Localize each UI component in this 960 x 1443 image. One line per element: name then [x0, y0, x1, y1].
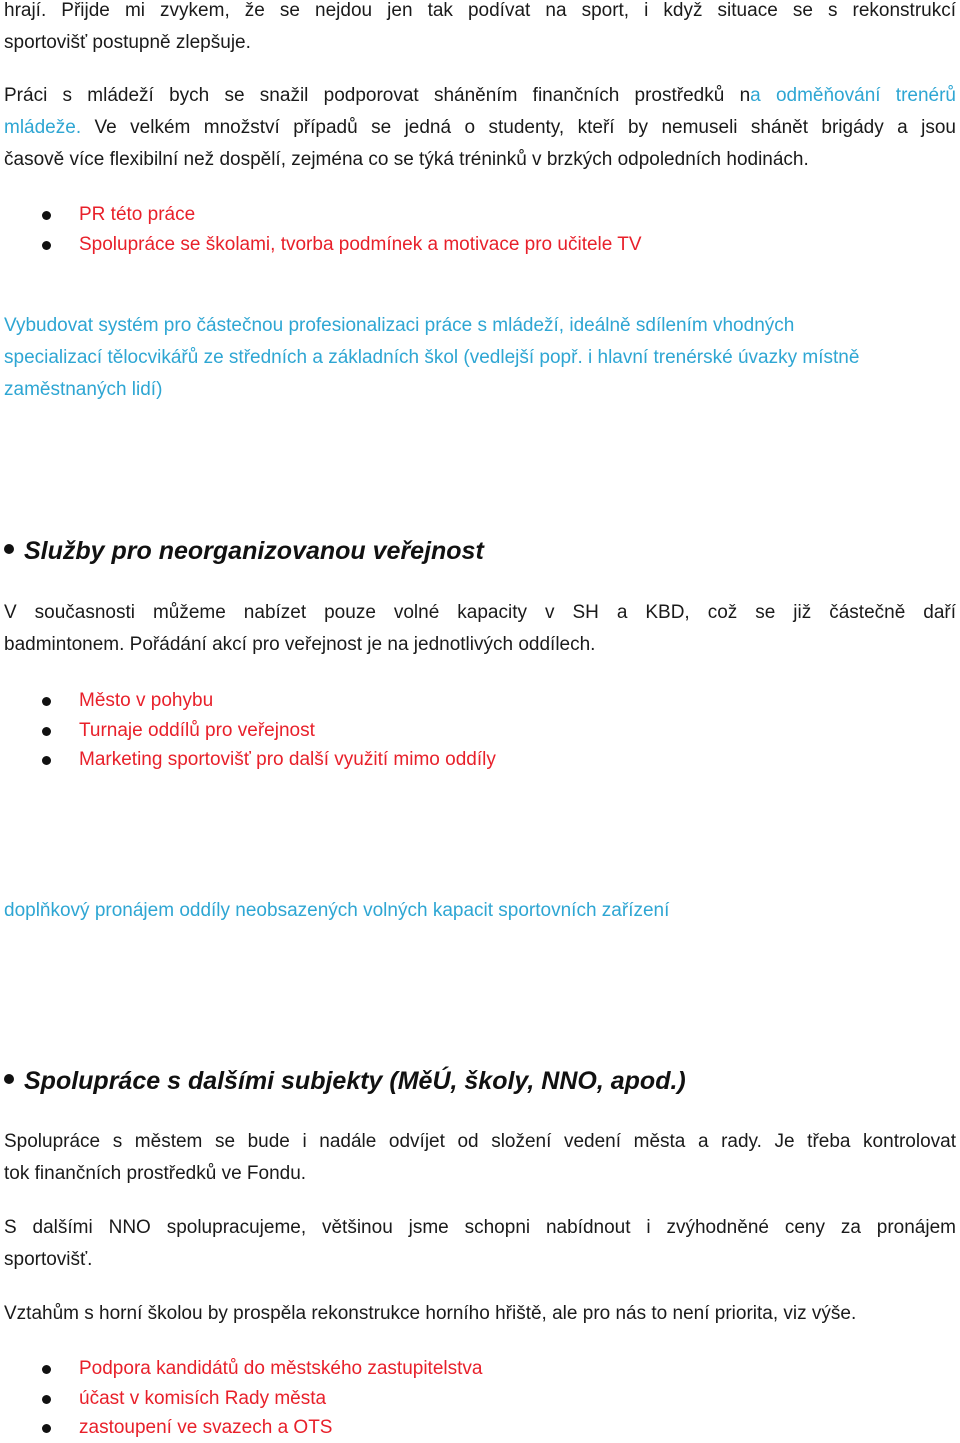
- paragraph-youth-work-cont: [4, 144, 956, 176]
- list-item: [4, 745, 496, 775]
- text-line: badmintonem. Pořádání akcí pro veřejnost je na jednotlivých oddílech.: [4, 634, 596, 655]
- list-item-label: zastoupení ve svazech a OTS: [79, 1417, 333, 1438]
- text-line: S dalšími NNO spolupracujeme, většinou jsme schopni nabídnout i zvýhodněné ceny za pronájem: [4, 1217, 956, 1238]
- bullet-icon: [42, 1365, 51, 1374]
- paragraph-city-cooperation: [4, 1126, 956, 1190]
- text-line: zaměstnaných lidí): [4, 379, 163, 400]
- text-line: Vybudovat systém pro částečnou profesionalizaci práce s mládeží, ideálně sdílením vhodných: [4, 315, 795, 336]
- bullet-icon: [42, 756, 51, 765]
- text-line: [4, 112, 956, 144]
- bullet-icon: [42, 211, 51, 220]
- paragraph-public-capacity: [4, 597, 956, 661]
- bullet-icon: [42, 1395, 51, 1404]
- text-line: časově více flexibilní než dospělí, zejména co se týká tréninků v brzkých odpoledních hodinách.: [4, 149, 809, 170]
- list-item-label: PR této práce: [79, 204, 196, 225]
- text-line: Spolupráce s městem se bude i nadále odvíjet od složení vedení města a rady. Je třeba kontrolovat: [4, 1131, 956, 1152]
- text-line: V současnosti můžeme nabízet pouze volné kapacity v SH a KBD, což se již částečně daří: [4, 602, 956, 623]
- text-line: doplňkový pronájem oddíly neobsazených volných kapacit sportovních zařízení: [4, 900, 670, 921]
- list-item: [4, 230, 642, 260]
- list-item-label: Město v pohybu: [79, 690, 214, 711]
- bullet-icon: [4, 1074, 14, 1084]
- section-heading-public-services: [4, 537, 484, 566]
- bullet-icon: [42, 697, 51, 706]
- heading-text: Služby pro neorganizovanou veřejnost: [24, 537, 484, 565]
- list-item-label: účast v komisích Rady města: [79, 1387, 327, 1409]
- paragraph-professionalization: [4, 310, 956, 406]
- list-item: [4, 200, 642, 230]
- section-heading-cooperation: [4, 1067, 686, 1096]
- bullet-list-public: [4, 686, 496, 775]
- paragraph-nno: [4, 1212, 956, 1276]
- list-item-label: Marketing sportovišť pro další využití mimo oddíly: [79, 749, 496, 770]
- text-line: hrají. Přijde mi zvykem, že se nejdou jen tak podívat na sport, i když situace se s rekonstrukcí: [4, 0, 956, 21]
- bullet-icon: [42, 241, 51, 250]
- list-item-label: Turnaje oddílů pro veřejnost: [79, 719, 315, 741]
- bullet-list-cooperation: [4, 1354, 482, 1443]
- list-item: [4, 1354, 482, 1384]
- bullet-list-youth: [4, 200, 642, 259]
- text-segment: Práci s mládeží bych se snažil podporovat sháněním finančních prostředků n: [4, 85, 751, 106]
- highlighted-text: a odměňování trenérů: [750, 85, 956, 106]
- list-item: [4, 1384, 482, 1414]
- list-item: [4, 1413, 482, 1443]
- paragraph-stadium-attendance: [4, 0, 956, 59]
- text-line: sportovišť postupně zlepšuje.: [4, 32, 251, 53]
- text-line: specializací tělocvikářů ze středních a základních škol (vedlejší popř. i hlavní trenérské úvazky místně: [4, 347, 860, 368]
- paragraph-rental: [4, 895, 956, 927]
- text-line: [4, 80, 956, 112]
- paragraph-youth-work: [4, 80, 956, 144]
- list-item-label: Spolupráce se školami, tvorba podmínek a motivace pro učitele TV: [79, 233, 642, 255]
- bullet-icon: [4, 544, 14, 554]
- bullet-icon: [42, 1424, 51, 1433]
- text-line: tok finančních prostředků ve Fondu.: [4, 1163, 307, 1184]
- highlighted-text: mládeže.: [4, 117, 82, 138]
- text-line: Vztahům s horní školou by prospěla rekonstrukce horního hřiště, ale pro nás to není priorita, viz výše.: [4, 1303, 857, 1324]
- text-segment: Ve velkém množství případů se jedná o studenty, kteří by nemuseli shánět brigády a jsou: [81, 117, 956, 138]
- paragraph-upper-school: [4, 1298, 956, 1330]
- list-item: [4, 716, 496, 746]
- bullet-icon: [42, 727, 51, 736]
- list-item: [4, 686, 496, 716]
- heading-text: Spolupráce s dalšími subjekty (MěÚ, školy, NNO, apod.): [24, 1067, 686, 1095]
- text-line: sportovišť.: [4, 1249, 93, 1270]
- list-item-label: Podpora kandidátů do městského zastupitelstva: [79, 1358, 483, 1379]
